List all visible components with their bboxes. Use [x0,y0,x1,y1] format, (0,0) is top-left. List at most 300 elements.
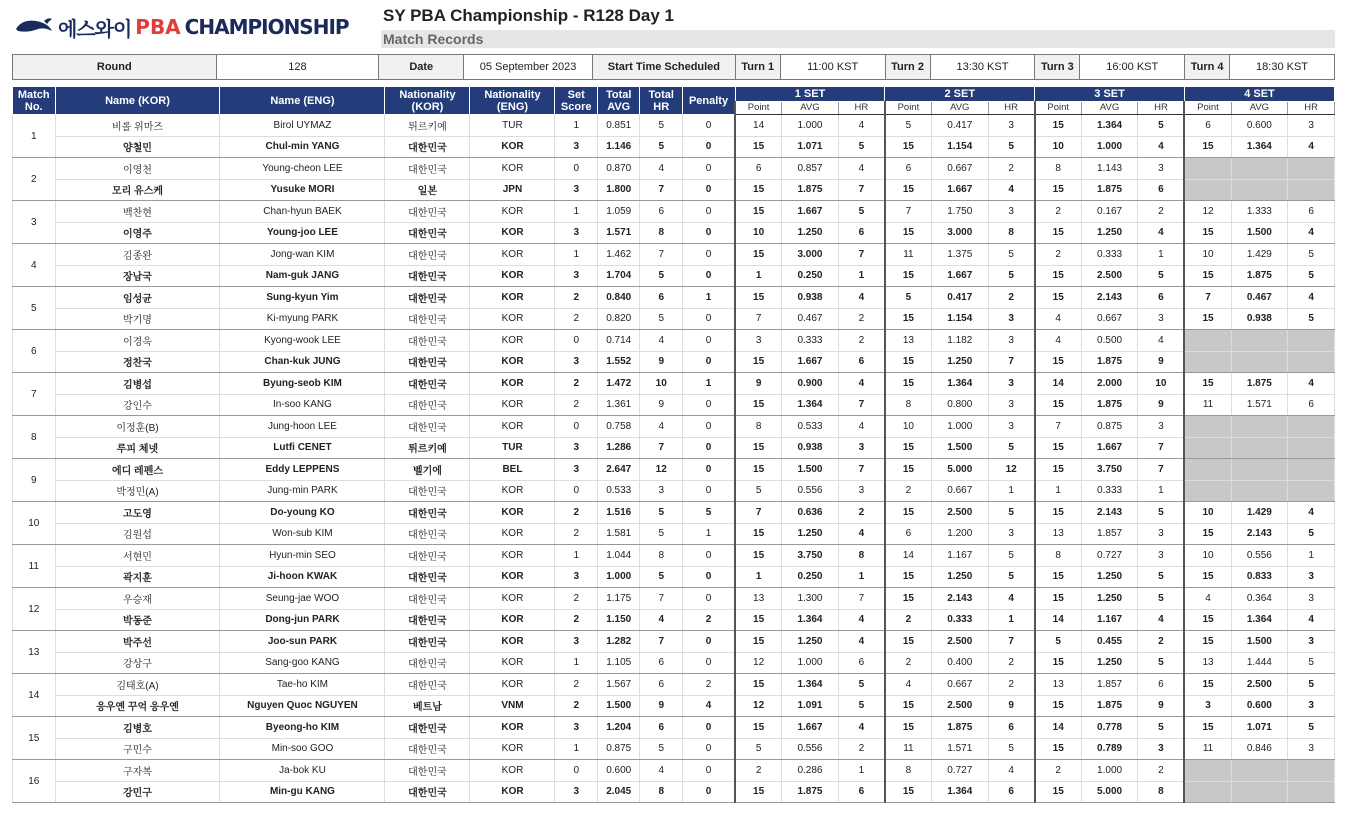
nationality-eng: KOR [470,566,555,588]
set1-hr: 7 [838,394,885,416]
set1-hr: 4 [838,631,885,653]
total-avg: 1.361 [597,394,640,416]
player-row [13,394,1335,416]
set1-hr: 6 [838,781,885,803]
turn4-value: 18:30 KST [1230,55,1335,80]
set4-avg-empty [1231,459,1288,481]
set3-avg: 1.250 [1081,588,1138,610]
player-row [13,351,1335,373]
set2-hr: 5 [988,738,1035,760]
set2-avg: 1.750 [931,201,988,223]
set2-avg: 0.800 [931,394,988,416]
total-hr: 5 [640,115,683,137]
penalty: 0 [682,566,735,588]
player-row [13,588,1335,610]
set3-hr: 6 [1138,287,1185,309]
total-hr: 8 [640,781,683,803]
player-name-eng: Young-joo LEE [220,222,385,244]
set2-hr: 12 [988,459,1035,481]
set3-point: 13 [1035,523,1082,545]
set3-avg: 1.667 [1081,437,1138,459]
set2-hr: 6 [988,717,1035,739]
set1-hr: 2 [838,330,885,352]
match-number: 8 [13,416,56,459]
total-hr: 6 [640,674,683,696]
set2-avg: 1.500 [931,437,988,459]
total-hr: 4 [640,330,683,352]
set1-hr: 4 [838,609,885,631]
set2-point: 15 [885,308,932,330]
player-row [13,308,1335,330]
set2-avg: 0.400 [931,652,988,674]
set2-point: 15 [885,781,932,803]
set3-hr: 2 [1138,760,1185,782]
penalty: 4 [682,695,735,717]
set4-point: 15 [1184,308,1231,330]
set3-hr-header: HR [1138,102,1185,115]
set4-hr-empty [1288,459,1335,481]
set3-point: 14 [1035,717,1082,739]
nationality-kor: 대한민국 [385,652,470,674]
set-score: 1 [555,201,598,223]
set4-avg-header: AVG [1231,102,1288,115]
set4-avg: 0.467 [1231,287,1288,309]
penalty: 0 [682,652,735,674]
player-name-kor: 응우옌 꾸억 응우옌 [55,695,220,717]
total-hr: 5 [640,738,683,760]
player-row [13,459,1335,481]
set3-hr: 3 [1138,416,1185,438]
nationality-kor: 대한민국 [385,631,470,653]
set3-hr: 3 [1138,158,1185,180]
set4-point: 7 [1184,287,1231,309]
logo-pba-text: PBA [135,15,181,39]
total-avg: 0.820 [597,308,640,330]
set3-point: 15 [1035,695,1082,717]
set3-hr: 3 [1138,738,1185,760]
set1-point: 15 [735,781,782,803]
set4-avg: 1.500 [1231,631,1288,653]
nationality-kor: 대한민국 [385,136,470,158]
player-name-eng: Ki-myung PARK [220,308,385,330]
set1-hr: 4 [838,158,885,180]
total-hr: 5 [640,136,683,158]
penalty: 0 [682,330,735,352]
set3-point: 4 [1035,330,1082,352]
set4-point: 6 [1184,115,1231,137]
set1-avg: 1.000 [782,652,839,674]
set3-point: 8 [1035,158,1082,180]
set-score: 3 [555,437,598,459]
set3-avg: 1.000 [1081,760,1138,782]
total-avg: 1.571 [597,222,640,244]
nationality-eng: KOR [470,480,555,502]
total-hr: 6 [640,287,683,309]
set3-avg: 0.727 [1081,545,1138,567]
set2-hr: 3 [988,523,1035,545]
set3-point: 15 [1035,351,1082,373]
set2-avg: 2.500 [931,502,988,524]
nationality-eng: KOR [470,631,555,653]
total-hr: 9 [640,351,683,373]
set4-point: 11 [1184,394,1231,416]
player-name-kor: 김원섭 [55,523,220,545]
nationality-kor: 대한민국 [385,545,470,567]
set2-point: 13 [885,330,932,352]
match-number: 3 [13,201,56,244]
player-name-eng: Chan-kuk JUNG [220,351,385,373]
set3-point: 2 [1035,760,1082,782]
turn4-label: Turn 4 [1185,55,1230,80]
total-hr: 12 [640,459,683,481]
set4-avg-empty [1231,351,1288,373]
set3-avg: 1.167 [1081,609,1138,631]
total-hr: 4 [640,760,683,782]
set4-avg-empty [1231,781,1288,803]
col-total-avg: Total AVG [597,87,640,115]
nationality-kor: 대한민국 [385,760,470,782]
match-number: 14 [13,674,56,717]
set2-point: 4 [885,674,932,696]
set1-point: 5 [735,480,782,502]
nationality-kor: 튀르키예 [385,437,470,459]
total-avg: 0.714 [597,330,640,352]
total-avg: 1.105 [597,652,640,674]
set1-point: 7 [735,502,782,524]
set1-avg: 1.000 [782,115,839,137]
set1-hr: 7 [838,179,885,201]
set4-avg: 0.364 [1231,588,1288,610]
set1-point: 14 [735,115,782,137]
match-number: 12 [13,588,56,631]
set4-hr: 3 [1288,115,1335,137]
set3-avg: 1.875 [1081,351,1138,373]
penalty: 0 [682,416,735,438]
set4-avg-empty [1231,179,1288,201]
set2-avg: 1.182 [931,330,988,352]
set3-point: 2 [1035,201,1082,223]
set4-hr: 4 [1288,502,1335,524]
set1-avg: 0.900 [782,373,839,395]
nationality-kor: 대한민국 [385,201,470,223]
player-name-kor: 고도영 [55,502,220,524]
col-name-kor: Name (KOR) [55,87,220,115]
total-avg: 0.600 [597,760,640,782]
set2-hr: 9 [988,695,1035,717]
set4-avg-empty [1231,437,1288,459]
player-name-kor: 서현민 [55,545,220,567]
set4-hr-empty [1288,480,1335,502]
set1-hr: 4 [838,416,885,438]
player-row [13,373,1335,395]
set4-hr-header: HR [1288,102,1335,115]
set3-avg: 1.250 [1081,566,1138,588]
set4-hr: 3 [1288,566,1335,588]
set2-point: 15 [885,179,932,201]
nationality-eng: JPN [470,179,555,201]
set1-point: 1 [735,265,782,287]
set3-hr: 9 [1138,394,1185,416]
logo-korean-text: 에스와이 [58,16,132,41]
set1-hr: 4 [838,717,885,739]
set1-point: 9 [735,373,782,395]
set-score: 3 [555,179,598,201]
col-name-eng: Name (ENG) [220,87,385,115]
player-name-kor: 김태호(A) [55,674,220,696]
set1-point: 15 [735,179,782,201]
penalty: 0 [682,480,735,502]
set3-hr: 5 [1138,265,1185,287]
set2-point: 15 [885,695,932,717]
set2-avg: 1.250 [931,566,988,588]
set3-hr: 6 [1138,674,1185,696]
set4-point: 15 [1184,566,1231,588]
nationality-kor: 대한민국 [385,265,470,287]
set2-point: 6 [885,523,932,545]
player-name-kor: 우승재 [55,588,220,610]
set3-avg: 2.000 [1081,373,1138,395]
turn3-value: 16:00 KST [1080,55,1185,80]
set3-point: 15 [1035,222,1082,244]
nationality-eng: BEL [470,459,555,481]
total-avg: 2.045 [597,781,640,803]
set1-avg: 1.364 [782,609,839,631]
player-name-eng: Sung-kyun Yim [220,287,385,309]
set-score: 2 [555,287,598,309]
set3-hr: 10 [1138,373,1185,395]
match-number: 2 [13,158,56,201]
turn2-value: 13:30 KST [930,55,1035,80]
player-row [13,480,1335,502]
nationality-kor: 대한민국 [385,158,470,180]
set-score: 1 [555,738,598,760]
set1-hr: 2 [838,502,885,524]
set2-avg: 1.154 [931,136,988,158]
col-set2: 2 SET [885,87,1035,102]
set3-point: 8 [1035,545,1082,567]
set1-point: 8 [735,416,782,438]
col-match-no: Match No. [13,87,56,115]
set2-point: 15 [885,631,932,653]
set-score: 3 [555,459,598,481]
penalty: 0 [682,115,735,137]
set1-avg: 0.556 [782,480,839,502]
player-name-kor: 장남국 [55,265,220,287]
total-avg: 1.000 [597,566,640,588]
player-name-eng: Jung-hoon LEE [220,416,385,438]
total-hr: 5 [640,308,683,330]
col-set3: 3 SET [1035,87,1185,102]
set1-point: 12 [735,652,782,674]
total-hr: 8 [640,222,683,244]
player-name-eng: Tae-ho KIM [220,674,385,696]
set2-point: 8 [885,760,932,782]
nationality-kor: 일본 [385,179,470,201]
set2-point: 8 [885,394,932,416]
set4-avg: 1.364 [1231,136,1288,158]
set1-avg: 1.364 [782,394,839,416]
nationality-eng: KOR [470,674,555,696]
set1-hr: 3 [838,437,885,459]
player-name-eng: Eddy LEPPENS [220,459,385,481]
set4-hr: 4 [1288,136,1335,158]
nationality-kor: 베트남 [385,695,470,717]
set2-avg: 2.500 [931,695,988,717]
set3-point: 15 [1035,652,1082,674]
penalty: 0 [682,781,735,803]
set2-hr: 5 [988,566,1035,588]
nationality-kor: 대한민국 [385,222,470,244]
set1-point: 15 [735,437,782,459]
player-name-kor: 박정민(A) [55,480,220,502]
set1-avg: 0.286 [782,760,839,782]
set3-avg: 0.778 [1081,717,1138,739]
penalty: 0 [682,244,735,266]
set2-point: 15 [885,265,932,287]
set1-point: 15 [735,287,782,309]
player-name-eng: Joo-sun PARK [220,631,385,653]
player-name-kor: 강인수 [55,394,220,416]
set4-hr-empty [1288,760,1335,782]
nationality-eng: KOR [470,760,555,782]
set1-avg: 3.750 [782,545,839,567]
total-avg: 1.146 [597,136,640,158]
set1-point: 5 [735,738,782,760]
set2-hr: 3 [988,308,1035,330]
set4-point-empty [1184,760,1231,782]
penalty: 0 [682,222,735,244]
set4-hr: 5 [1288,244,1335,266]
player-name-eng: Byung-seob KIM [220,373,385,395]
nationality-kor: 대한민국 [385,244,470,266]
set3-hr: 3 [1138,308,1185,330]
set1-point: 15 [735,609,782,631]
player-name-kor: 양철민 [55,136,220,158]
set2-hr: 3 [988,330,1035,352]
nationality-kor: 튀르키예 [385,115,470,137]
match-number: 5 [13,287,56,330]
set4-avg: 0.600 [1231,115,1288,137]
set4-avg: 0.600 [1231,695,1288,717]
player-row [13,652,1335,674]
nationality-kor: 대한민국 [385,717,470,739]
set3-point: 13 [1035,674,1082,696]
player-row [13,760,1335,782]
nationality-kor: 대한민국 [385,394,470,416]
set3-point: 15 [1035,115,1082,137]
nationality-eng: KOR [470,373,555,395]
set1-hr: 6 [838,351,885,373]
set1-point: 15 [735,244,782,266]
penalty: 0 [682,738,735,760]
set3-point: 14 [1035,373,1082,395]
set2-hr: 3 [988,373,1035,395]
set1-point-header: Point [735,102,782,115]
set3-hr: 4 [1138,222,1185,244]
set4-hr: 4 [1288,287,1335,309]
set2-hr: 2 [988,158,1035,180]
set2-point-header: Point [885,102,932,115]
set-score: 2 [555,394,598,416]
set-score: 3 [555,566,598,588]
set4-point-empty [1184,158,1231,180]
set1-hr: 5 [838,201,885,223]
set2-avg: 1.154 [931,308,988,330]
total-hr: 4 [640,609,683,631]
penalty: 0 [682,437,735,459]
set-score: 2 [555,695,598,717]
set4-hr: 3 [1288,588,1335,610]
set3-hr: 1 [1138,244,1185,266]
nationality-eng: TUR [470,437,555,459]
nationality-kor: 대한민국 [385,781,470,803]
set4-point: 3 [1184,695,1231,717]
set1-point: 2 [735,760,782,782]
set1-hr: 5 [838,695,885,717]
set3-hr: 6 [1138,179,1185,201]
player-name-kor: 루피 체넷 [55,437,220,459]
player-name-eng: Nguyen Quoc NGUYEN [220,695,385,717]
set2-point: 11 [885,244,932,266]
set1-hr: 2 [838,308,885,330]
info-table [12,54,1335,80]
set3-avg: 3.750 [1081,459,1138,481]
set-score: 3 [555,717,598,739]
set4-point-empty [1184,781,1231,803]
col-set1: 1 SET [735,87,885,102]
set3-hr: 9 [1138,695,1185,717]
nationality-kor: 대한민국 [385,609,470,631]
set2-hr: 2 [988,674,1035,696]
set3-avg: 5.000 [1081,781,1138,803]
nationality-eng: KOR [470,502,555,524]
set4-point-empty [1184,179,1231,201]
nationality-eng: KOR [470,609,555,631]
player-row [13,179,1335,201]
set2-avg: 1.167 [931,545,988,567]
player-row [13,695,1335,717]
set4-point: 10 [1184,545,1231,567]
player-name-eng: Do-young KO [220,502,385,524]
set2-avg: 0.667 [931,158,988,180]
set1-hr: 5 [838,136,885,158]
player-row [13,115,1335,137]
set4-point: 15 [1184,717,1231,739]
total-avg: 1.286 [597,437,640,459]
set1-point: 7 [735,308,782,330]
set-score: 2 [555,502,598,524]
set1-avg: 1.300 [782,588,839,610]
set-score: 2 [555,523,598,545]
set1-point: 15 [735,394,782,416]
total-avg: 1.581 [597,523,640,545]
set3-hr: 5 [1138,717,1185,739]
total-avg: 0.870 [597,158,640,180]
total-hr: 9 [640,394,683,416]
nationality-eng: KOR [470,158,555,180]
player-name-eng: Chul-min YANG [220,136,385,158]
total-avg: 1.472 [597,373,640,395]
set4-point: 12 [1184,201,1231,223]
set1-hr: 2 [838,738,885,760]
player-name-kor: 이영주 [55,222,220,244]
player-row [13,244,1335,266]
col-nat-eng: Nationality (ENG) [470,87,555,115]
set-score: 0 [555,158,598,180]
set4-hr: 1 [1288,545,1335,567]
page-subtitle: Match Records [381,30,1335,48]
player-row [13,717,1335,739]
